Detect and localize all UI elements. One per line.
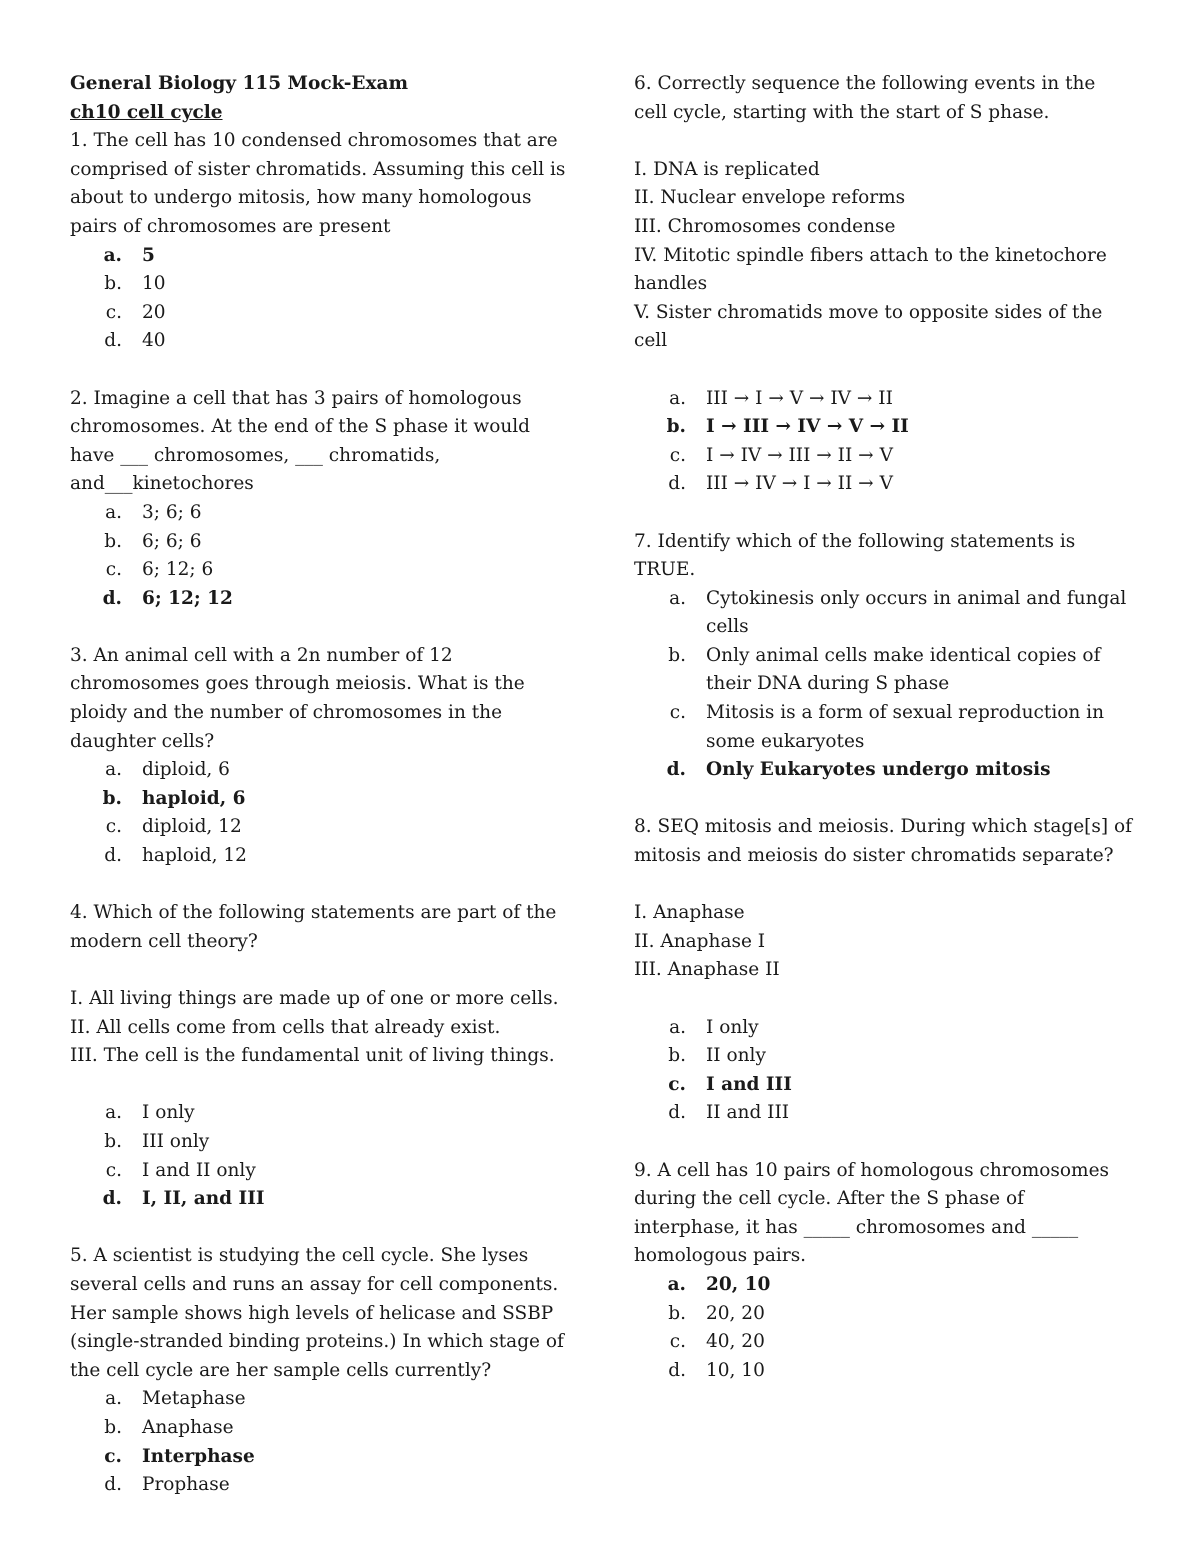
option-letter: b. xyxy=(666,416,686,438)
option-text: Only animal cells make identical copies of their DNA during S phase xyxy=(706,644,1101,695)
option-letter: a. xyxy=(669,1016,686,1038)
left-questions xyxy=(70,127,570,1500)
option-text: 20, 20 xyxy=(706,1302,765,1324)
statement-item: V. Sister chromatids move to opposite sides of the cell xyxy=(634,301,1109,352)
statement-item: II. Anaphase I xyxy=(634,930,766,952)
option-text: 10 xyxy=(142,273,166,295)
statement-item: I. All living things are made up of one or more cells. xyxy=(70,988,559,1009)
exam-title: General Biology 115 Mock-Exam xyxy=(70,73,409,94)
answer-option xyxy=(70,270,570,299)
answer-option xyxy=(70,585,570,614)
option-text: I only xyxy=(142,1102,195,1124)
answer-option xyxy=(634,1271,1134,1300)
spacer xyxy=(70,1214,570,1243)
answer-option xyxy=(634,585,1134,642)
answer-option xyxy=(70,327,570,356)
option-text: 6; 6; 6 xyxy=(142,530,202,552)
answer-options xyxy=(70,1385,570,1499)
option-text: Metaphase xyxy=(142,1388,246,1410)
option-letter: c. xyxy=(669,702,686,724)
option-text: 3; 6; 6 xyxy=(142,501,202,523)
option-text: II only xyxy=(706,1045,766,1067)
spacer xyxy=(70,613,570,642)
option-letter: a. xyxy=(103,244,122,266)
option-text: diploid, 6 xyxy=(142,759,230,781)
answer-option xyxy=(634,1357,1134,1386)
option-letter: c. xyxy=(105,816,122,838)
option-text: Cytokinesis only occurs in animal and fungal cells xyxy=(706,587,1127,638)
question-block xyxy=(70,642,570,871)
option-text: I, II, and III xyxy=(142,1188,265,1210)
option-letter: b. xyxy=(104,530,122,552)
left-column xyxy=(70,70,570,1500)
statement-item: IV. Mitotic spindle fibers attach to the kinetochore handles xyxy=(634,244,1113,295)
option-letter: d. xyxy=(666,759,686,781)
statement-item: II. Nuclear envelope reforms xyxy=(634,187,906,209)
option-letter: d. xyxy=(668,1102,686,1124)
statement-item: I. Anaphase xyxy=(634,902,745,924)
answer-option xyxy=(634,1328,1134,1357)
statement-item: III. Anaphase II xyxy=(634,959,780,981)
answer-option xyxy=(634,699,1134,756)
question-block xyxy=(634,528,1134,785)
answer-option xyxy=(70,1414,570,1443)
option-letter: b. xyxy=(104,1130,122,1152)
spacer xyxy=(634,127,1134,156)
answer-option xyxy=(70,1157,570,1186)
question-stem: 4. Which of the following statements are part of the modern cell theory? xyxy=(70,902,557,952)
option-letter: c. xyxy=(105,301,122,323)
option-text: I and III xyxy=(706,1073,792,1095)
option-letter: b. xyxy=(668,1045,686,1067)
option-text: 6; 12; 12 xyxy=(142,587,233,609)
option-text: Mitosis is a form of sexual reproduction in some eukaryotes xyxy=(706,702,1105,752)
spacer xyxy=(634,1128,1134,1157)
answer-option xyxy=(634,756,1134,785)
question-block xyxy=(634,70,1134,499)
question-stem: 8. SEQ mitosis and meiosis. During which stage[s] of mitosis and meiosis do sister chromatids separate? xyxy=(634,816,1132,867)
option-letter: b. xyxy=(102,787,122,809)
option-letter: b. xyxy=(668,644,686,666)
option-letter: c. xyxy=(104,1445,122,1467)
option-text: I and II only xyxy=(142,1159,256,1181)
question-block xyxy=(70,385,570,614)
answer-option xyxy=(70,1471,570,1500)
answer-options xyxy=(634,1271,1134,1385)
option-text: 10, 10 xyxy=(706,1359,765,1381)
question-stem: 2. Imagine a cell that has 3 pairs of homologous chromosomes. At the end of the S phase it would have ___ chromosomes, ___ chromatids, and___kinetochores xyxy=(70,387,531,495)
answer-option xyxy=(70,242,570,271)
answer-option xyxy=(70,299,570,328)
option-letter: a. xyxy=(669,587,686,609)
answer-options xyxy=(70,499,570,613)
statement-item: II. All cells come from cells that already exist. xyxy=(70,1016,501,1038)
answer-option xyxy=(70,1385,570,1414)
option-text: III only xyxy=(142,1130,210,1152)
answer-option xyxy=(70,528,570,557)
question-stem: 1. The cell has 10 condensed chromosomes that are comprised of sister chromatids. Assuming this cell is about to undergo mitosis, how many homologous pairs of chromosomes are present xyxy=(70,130,566,237)
answer-option xyxy=(70,756,570,785)
option-text: Only Eukaryotes undergo mitosis xyxy=(706,759,1051,781)
answer-options xyxy=(70,242,570,356)
option-letter: c. xyxy=(668,1073,686,1095)
option-text: 20, 10 xyxy=(706,1273,771,1295)
option-text: diploid, 12 xyxy=(142,816,242,838)
answer-option xyxy=(634,1099,1134,1128)
spacer xyxy=(70,956,570,985)
question-stem: 5. A scientist is studying the cell cycle. She lyses several cells and runs an assay for cell components. Her sample shows high levels of helicase and SSBP (single-stranded binding proteins.) In which stage of the cell cycle are her sample cells currently? xyxy=(70,1245,564,1381)
option-letter: a. xyxy=(667,1273,686,1295)
option-letter: d. xyxy=(104,330,122,352)
answer-option xyxy=(634,413,1134,442)
statement-item: I. DNA is replicated xyxy=(634,158,820,180)
question-stem: 3. An animal cell with a 2n number of 12 chromosomes goes through meiosis. What is the ploidy and the number of chromosomes in the daughter cells? xyxy=(70,644,525,752)
answer-option xyxy=(70,1443,570,1472)
statement-item: III. Chromosomes condense xyxy=(634,215,896,237)
question-block xyxy=(70,127,570,356)
answer-options xyxy=(634,385,1134,499)
exam-subtitle: ch10 cell cycle xyxy=(70,101,223,123)
answer-option xyxy=(634,642,1134,699)
option-letter: c. xyxy=(105,1159,122,1181)
option-letter: c. xyxy=(669,444,686,466)
answer-option xyxy=(634,1042,1134,1071)
option-text: Interphase xyxy=(142,1445,255,1467)
option-letter: d. xyxy=(668,1359,686,1381)
option-text: Anaphase xyxy=(142,1416,234,1438)
option-text: II and III xyxy=(706,1102,790,1124)
option-text: Prophase xyxy=(142,1474,230,1496)
option-text: I → IV → III → II → V xyxy=(706,444,893,466)
option-letter: b. xyxy=(104,1416,122,1438)
answer-option xyxy=(634,385,1134,414)
option-text: I only xyxy=(706,1016,759,1038)
option-letter: a. xyxy=(105,759,122,781)
question-stem: 9. A cell has 10 pairs of homologous chromosomes during the cell cycle. After the S phase of interphase, it has _____ chromosomes and _____ homologous pairs. xyxy=(634,1159,1110,1267)
option-letter: a. xyxy=(105,501,122,523)
spacer xyxy=(70,1071,570,1100)
answer-option xyxy=(70,1185,570,1214)
answer-option xyxy=(634,470,1134,499)
option-letter: c. xyxy=(669,1331,686,1353)
answer-option xyxy=(634,442,1134,471)
answer-options xyxy=(70,1099,570,1213)
question-stem: 6. Correctly sequence the following events in the cell cycle, starting with the start of S phase. xyxy=(634,73,1096,123)
question-block xyxy=(70,899,570,1214)
option-letter: a. xyxy=(105,1102,122,1124)
option-text: III → I → V → IV → II xyxy=(706,387,893,409)
spacer xyxy=(634,871,1134,900)
spacer xyxy=(634,356,1134,385)
option-text: haploid, 12 xyxy=(142,845,247,867)
option-text: 40, 20 xyxy=(706,1331,765,1353)
question-block xyxy=(634,813,1134,1128)
spacer xyxy=(634,985,1134,1014)
question-block xyxy=(634,1157,1134,1386)
option-letter: d. xyxy=(102,587,122,609)
option-text: I → III → IV → V → II xyxy=(706,416,909,438)
answer-option xyxy=(70,785,570,814)
answer-options xyxy=(634,1014,1134,1128)
answer-option xyxy=(70,556,570,585)
answer-options xyxy=(70,756,570,870)
option-text: 5 xyxy=(142,244,155,266)
right-column xyxy=(634,70,1134,1385)
option-text: 6; 12; 6 xyxy=(142,559,214,581)
question-stem: 7. Identify which of the following statements is TRUE. xyxy=(634,530,1076,581)
spacer xyxy=(634,785,1134,814)
right-questions xyxy=(634,70,1134,1385)
answer-option xyxy=(634,1071,1134,1100)
answer-option xyxy=(634,1300,1134,1329)
option-text: 40 xyxy=(142,330,166,352)
option-text: 20 xyxy=(142,301,166,323)
option-letter: a. xyxy=(105,1388,122,1410)
answer-option xyxy=(70,842,570,871)
answer-option xyxy=(70,1128,570,1157)
statement-item: III. The cell is the fundamental unit of living things. xyxy=(70,1045,555,1067)
option-letter: b. xyxy=(668,1302,686,1324)
answer-option xyxy=(634,1014,1134,1043)
spacer xyxy=(70,356,570,385)
option-text: haploid, 6 xyxy=(142,787,246,809)
answer-option xyxy=(70,813,570,842)
option-text: III → IV → I → II → V xyxy=(706,473,893,495)
option-letter: b. xyxy=(104,273,122,295)
answer-option xyxy=(70,499,570,528)
question-block xyxy=(70,1242,570,1499)
answer-option xyxy=(70,1099,570,1128)
spacer xyxy=(70,871,570,900)
spacer xyxy=(634,499,1134,528)
option-letter: d. xyxy=(104,845,122,867)
option-letter: d. xyxy=(102,1188,122,1210)
answer-options xyxy=(634,585,1134,785)
option-letter: d. xyxy=(104,1474,122,1496)
option-letter: c. xyxy=(105,559,122,581)
option-letter: d. xyxy=(668,473,686,495)
option-letter: a. xyxy=(669,387,686,409)
